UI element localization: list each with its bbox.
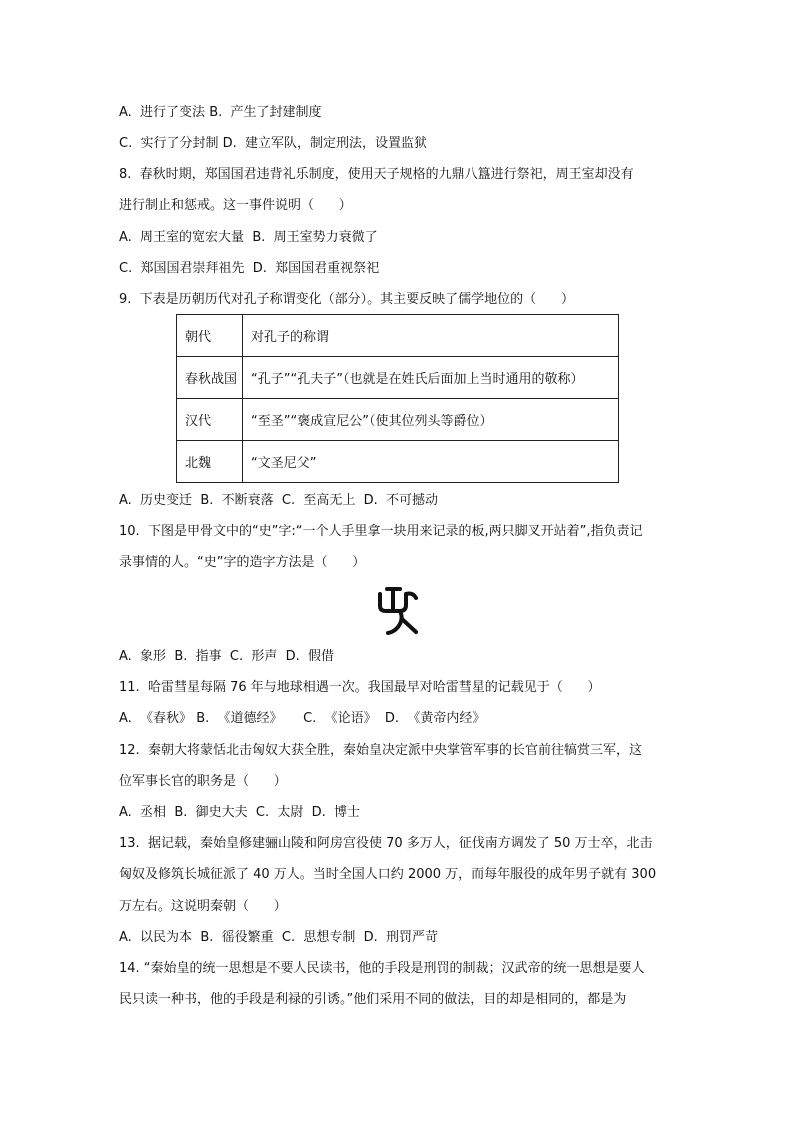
oracle-bone-shi-glyph-icon <box>376 584 420 636</box>
table-cell-dynasty: 北魏 <box>177 441 243 483</box>
question-13-line-1: 13. 据记载，秦始皇修建骊山陵和阿房宫役使 70 多万人，征伐南方调发了 50 万士卒，北击 <box>119 836 653 851</box>
table-row <box>177 441 619 483</box>
table-header-row <box>177 315 619 357</box>
question-13-line-3: 万左右。这说明秦朝（ ） <box>119 899 287 914</box>
option-line-q8-ab: A. 周王室的宽宏大量 B. 周王室势力衰微了 <box>119 230 378 245</box>
question-8-line-2: 进行制止和惩戒。这一事件说明（ ） <box>119 198 352 213</box>
table-row <box>177 399 619 441</box>
option-line-q9: A. 历史变迁 B. 不断衰落 C. 至高无上 D. 不可撼动 <box>119 493 439 508</box>
table-header-title: 对孔子的称谓 <box>243 315 619 357</box>
table-row <box>177 357 619 399</box>
table-cell-title: “孔子”“孔夫子”（也就是在姓氏后面加上当时通用的敬称） <box>243 357 619 399</box>
question-13-line-2: 匈奴及修筑长城征派了 40 万人。当时全国人口约 2000 万，而每年服役的成年男子就有 300 <box>119 867 657 882</box>
confucius-title-table <box>176 314 619 483</box>
option-line-q11: A. 《春秋》 B. 《道德经》 C. 《论语》 D. 《黄帝内经》 <box>119 711 486 726</box>
option-line-q7-ab: A. 进行了变法 B. 产生了封建制度 <box>119 105 322 120</box>
question-8-line-1: 8. 春秋时期，郑国国君违背礼乐制度，使用天子规格的九鼎八簋进行祭祀，周王室却没有 <box>119 167 634 182</box>
table-cell-dynasty: 汉代 <box>177 399 243 441</box>
table-cell-title: “文圣尼父” <box>243 441 619 483</box>
option-line-q10: A. 象形 B. 指事 C. 形声 D. 假借 <box>119 649 335 664</box>
question-12-line-1: 12. 秦朝大将蒙恬北击匈奴大获全胜，秦始皇决定派中央掌管军事的长官前往犒赏三军，这 <box>119 743 642 758</box>
question-11-stem: 11. 哈雷彗星每隔 76 年与地球相遇一次。我国最早对哈雷彗星的记载见于（ ） <box>119 680 601 695</box>
question-10-line-1: 10. 下图是甲骨文中的“史”字:“一个人手里拿一块用来记录的板,两只脚叉开站着”,指负责记 <box>119 524 643 539</box>
option-line-q13: A. 以民为本 B. 徭役繁重 C. 思想专制 D. 刑罚严苛 <box>119 930 439 945</box>
question-10-line-2: 录事情的人。“史”字的造字方法是（ ） <box>119 555 366 570</box>
question-12-line-2: 位军事长官的职务是（ ） <box>119 774 287 789</box>
table-cell-dynasty: 春秋战国 <box>177 357 243 399</box>
table-cell-title: “至圣”“褒成宣尼公”（使其位列头等爵位） <box>243 399 619 441</box>
option-line-q7-cd: C. 实行了分封制 D. 建立军队，制定刑法，设置监狱 <box>119 136 428 151</box>
question-14-line-1: 14. “秦始皇的统一思想是不要人民读书，他的手段是刑罚的制裁；汉武帝的统一思想是要人 <box>119 961 645 976</box>
question-9-stem: 9. 下表是历朝历代对孔子称谓变化（部分）。其主要反映了儒学地位的（ ） <box>119 292 574 307</box>
option-line-q8-cd: C. 郑国国君崇拜祖先 D. 郑国国君重视祭祀 <box>119 261 380 276</box>
option-line-q12: A. 丞相 B. 御史大夫 C. 太尉 D. 博士 <box>119 805 361 820</box>
question-14-line-2: 民只读一种书，他的手段是利禄的引诱。”他们采用不同的做法，目的却是相同的，都是为 <box>119 992 627 1007</box>
table-header-dynasty: 朝代 <box>177 315 243 357</box>
